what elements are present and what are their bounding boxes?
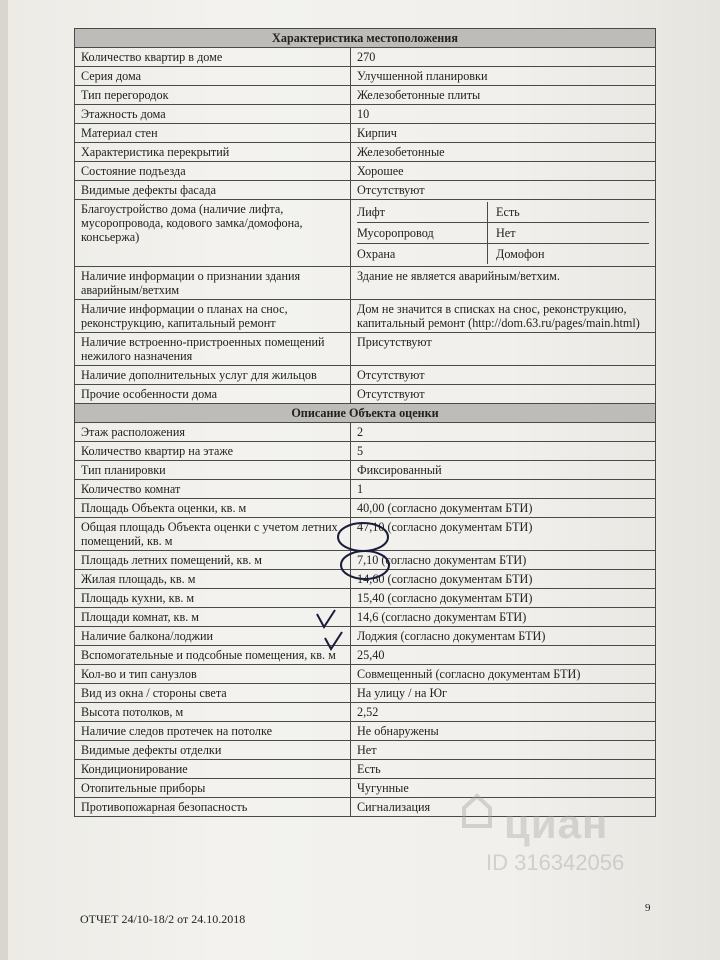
row-label: Наличие следов протечек на потолке: [75, 722, 351, 741]
document-page: [8, 0, 720, 960]
row-value: 14,6 (согласно документам БТИ): [351, 608, 656, 627]
row-label: Характеристика перекрытий: [75, 143, 351, 162]
equipment-name: Лифт: [357, 202, 488, 223]
row-value: Улучшенной планировки: [351, 67, 656, 86]
cian-house-icon: [460, 790, 494, 830]
row-label: Благоустройство дома (наличие лифта, мусоропровода, кодового замка/домофона, консьержа): [75, 200, 351, 267]
row-label: Этажность дома: [75, 105, 351, 124]
row-value: 25,40: [351, 646, 656, 665]
equipment-value: Есть: [488, 202, 650, 223]
row-label: Количество квартир на этаже: [75, 442, 351, 461]
row-value: Лоджия (согласно документам БТИ): [351, 627, 656, 646]
table-row: [75, 646, 656, 665]
table-row: [75, 162, 656, 181]
equipment-cell: [351, 200, 656, 267]
table-row: [75, 181, 656, 200]
table-row: [75, 461, 656, 480]
table-row: [75, 333, 656, 366]
row-value: Хорошее: [351, 162, 656, 181]
row-value: Не обнаружены: [351, 722, 656, 741]
equipment-item: [357, 202, 649, 223]
table-row: [75, 442, 656, 461]
table-row: [75, 480, 656, 499]
row-value: Дом не значится в списках на снос, реконструкцию, капитальный ремонт (http://dom.63.ru/pages/main.html): [351, 300, 656, 333]
row-label: Вид из окна / стороны света: [75, 684, 351, 703]
row-label: Количество квартир в доме: [75, 48, 351, 67]
equipment-value: Домофон: [496, 247, 545, 261]
row-label: Отопительные приборы: [75, 779, 351, 798]
table-row: [75, 385, 656, 404]
table-row: [75, 589, 656, 608]
section-title: Описание Объекта оценки: [75, 404, 656, 423]
row-value: Фиксированный: [351, 461, 656, 480]
row-label: Этаж расположения: [75, 423, 351, 442]
watermark-id: ID 316342056: [486, 850, 625, 875]
table-row: [75, 300, 656, 333]
equipment-table: [357, 202, 649, 264]
row-value: Железобетонные плиты: [351, 86, 656, 105]
row-label: Высота потолков, м: [75, 703, 351, 722]
row-label: Наличие информации о признании здания аварийным/ветхим: [75, 267, 351, 300]
row-value: Отсутствуют: [351, 181, 656, 200]
row-label: Серия дома: [75, 67, 351, 86]
table-row: [75, 608, 656, 627]
row-label: Видимые дефекты отделки: [75, 741, 351, 760]
row-value: 5: [351, 442, 656, 461]
row-value: Отсутствуют: [351, 385, 656, 404]
row-label: Материал стен: [75, 124, 351, 143]
table-row: [75, 741, 656, 760]
row-value: Отсутствуют: [351, 366, 656, 385]
row-value: Здание не является аварийным/ветхим.: [351, 267, 656, 300]
row-label: Тип планировки: [75, 461, 351, 480]
row-value: На улицу / на Юг: [351, 684, 656, 703]
row-value: Совмещенный (согласно документам БТИ): [351, 665, 656, 684]
row-label: Количество комнат: [75, 480, 351, 499]
equipment-item: [357, 223, 649, 244]
table-row: [75, 760, 656, 779]
row-value: Сигнализация: [351, 798, 656, 817]
row-label: Наличие встроенно-пристроенных помещений нежилого назначения: [75, 333, 351, 366]
table-row: [75, 143, 656, 162]
row-label: Кондиционирование: [75, 760, 351, 779]
equipment-item: [357, 244, 649, 265]
table-row: [75, 703, 656, 722]
row-label: Наличие дополнительных услуг для жильцов: [75, 366, 351, 385]
equipment-value: Нет: [488, 223, 650, 244]
row-value: 47,10 (согласно документам БТИ): [351, 518, 656, 551]
table-row: [75, 627, 656, 646]
table-row: [75, 551, 656, 570]
section-header-row: [75, 29, 656, 48]
row-label: Видимые дефекты фасада: [75, 181, 351, 200]
row-label: Площадь летних помещений, кв. м: [75, 551, 351, 570]
row-value: Кирпич: [351, 124, 656, 143]
table-row: [75, 423, 656, 442]
table-row: [75, 86, 656, 105]
row-value: 270: [351, 48, 656, 67]
row-value: 2,52: [351, 703, 656, 722]
equipment-row: [75, 200, 656, 267]
section-header-row: [75, 404, 656, 423]
row-label: Наличие балкона/лоджии: [75, 627, 351, 646]
report-footer: ОТЧЕТ 24/10-18/2 от 24.10.2018: [80, 912, 246, 926]
row-label: Жилая площадь, кв. м: [75, 570, 351, 589]
row-value: 10: [351, 105, 656, 124]
table-row: [75, 665, 656, 684]
equipment-name: Мусоропровод: [357, 223, 488, 244]
row-label: Прочие особенности дома: [75, 385, 351, 404]
table-row: [75, 105, 656, 124]
row-label: Наличие информации о планах на снос, реконструкцию, капитальный ремонт: [75, 300, 351, 333]
row-label: Площадь кухни, кв. м: [75, 589, 351, 608]
row-value: Присутствуют: [351, 333, 656, 366]
table-row: [75, 67, 656, 86]
table-row: [75, 779, 656, 798]
row-value: 7,10 (согласно документам БТИ): [351, 551, 656, 570]
table-row: [75, 48, 656, 67]
table-row: [75, 124, 656, 143]
equipment-name: Охрана: [357, 244, 488, 265]
row-label: Общая площадь Объекта оценки с учетом летних помещений, кв. м: [75, 518, 351, 551]
table-row: [75, 518, 656, 551]
row-value: 2: [351, 423, 656, 442]
row-value: Чугунные: [351, 779, 656, 798]
row-value: Нет: [351, 741, 656, 760]
row-label: Вспомогательные и подсобные помещения, кв. м: [75, 646, 351, 665]
appraisal-table: [74, 28, 656, 817]
table-row: [75, 499, 656, 518]
row-label: Площадь Объекта оценки, кв. м: [75, 499, 351, 518]
row-value: 40,00 (согласно документам БТИ): [351, 499, 656, 518]
table-row: [75, 366, 656, 385]
section-title: Характеристика местоположения: [75, 29, 656, 48]
row-value: Железобетонные: [351, 143, 656, 162]
row-label: Состояние подъезда: [75, 162, 351, 181]
table-row: [75, 684, 656, 703]
row-value: Есть: [351, 760, 656, 779]
row-label: Противопожарная безопасность: [75, 798, 351, 817]
table-row: [75, 722, 656, 741]
page-number: 9: [645, 902, 651, 914]
row-label: Тип перегородок: [75, 86, 351, 105]
table-row: [75, 267, 656, 300]
row-value: 15,40 (согласно документам БТИ): [351, 589, 656, 608]
row-value: 14,60 (согласно документам БТИ): [351, 570, 656, 589]
row-value: 1: [351, 480, 656, 499]
table-row: [75, 570, 656, 589]
watermark-brand: циан: [504, 800, 609, 847]
row-label: Кол-во и тип санузлов: [75, 665, 351, 684]
row-label: Площади комнат, кв. м: [75, 608, 351, 627]
